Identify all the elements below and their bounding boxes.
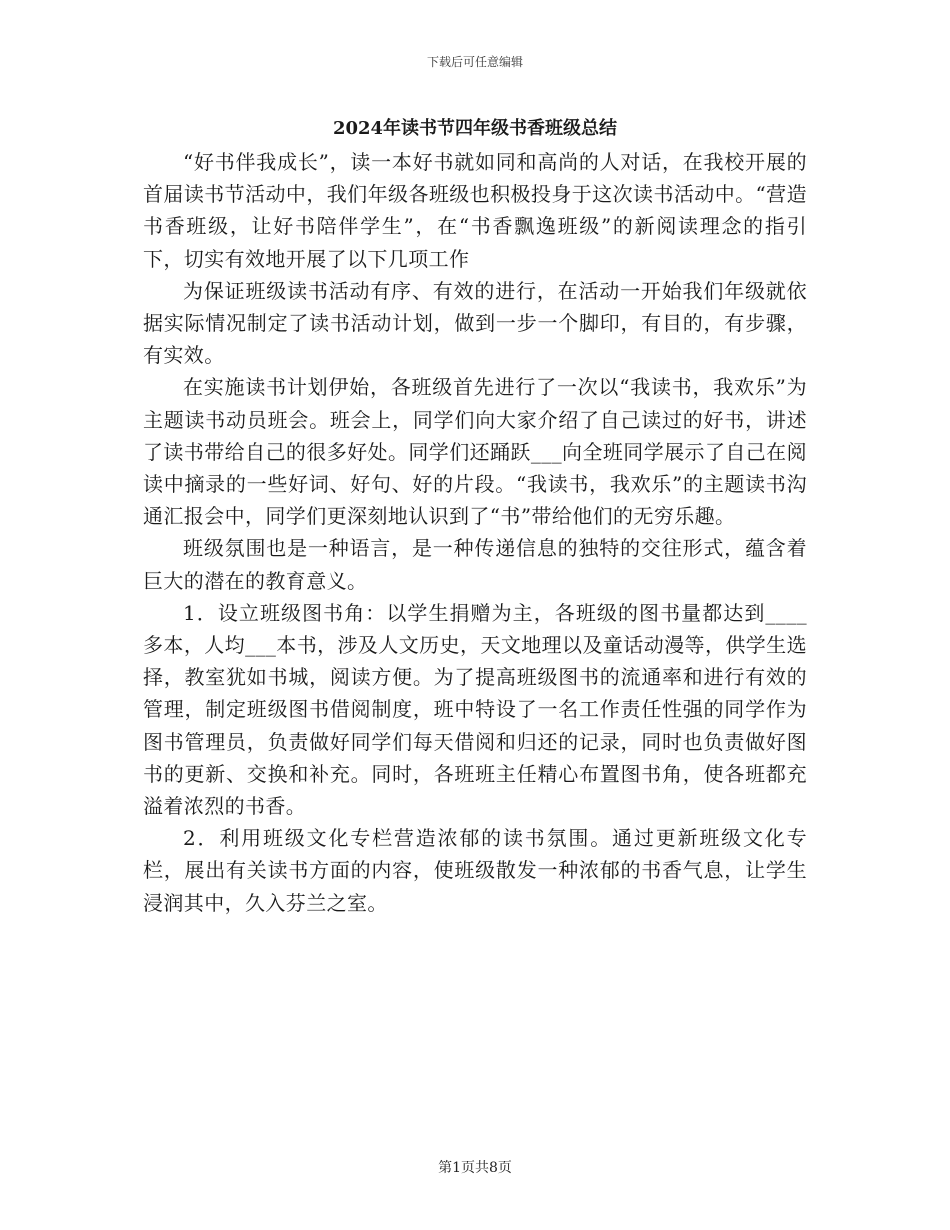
- paragraph-intro: “好书伴我成长”，读一本好书就如同和高尚的人对话，在我校开展的首届读书节活动中，我们年级各班级也积极投身于这次读书活动中。“营造书香班级，让好书陪伴学生”，在“书香飘逸班级”的新阅读理念的指引下，切实有效地开展了以下几项工作: [143, 150, 807, 271]
- page-number-footer: 第1页共8页: [438, 1160, 512, 1176]
- document-title: 2024年读书节四年级书香班级总结: [332, 118, 618, 139]
- page-header-note: 下载后可任意编辑: [426, 55, 523, 69]
- document-body: [143, 146, 807, 919]
- paragraph-plan: 为保证班级读书活动有序、有效的进行，在活动一开始我们年级就依据实际情况制定了读书活动计划，做到一步一个脚印，有目的，有步骤，有实效。: [143, 278, 807, 368]
- paragraph-book-corner: 1．设立班级图书角：以学生捐赠为主，各班级的图书量都达到____多本，人均___本书，涉及人文历史，天文地理以及童话动漫等，供学生选择，教室犹如书城，阅读方便。为了提高班级图书的流通率和进行有效的管理，制定班级图书借阅制度，班中特设了一名工作责任性强的同学作为图书管理员，负责做好同学们每天借阅和归还的记录，同时也负责做好图书的更新、交换和补充。同时，各班班主任精心布置图书角，使各班都充溢着浓烈的书香。: [143, 600, 807, 819]
- paragraph-atmosphere: 班级氛围也是一种语言，是一种传递信息的独特的交往形式，蕴含着巨大的潜在的教育意义。: [143, 536, 807, 593]
- paragraph-culture-column: 2．利用班级文化专栏营造浓郁的读书氛围。通过更新班级文化专栏，展出有关读书方面的内容，使班级散发一种浓郁的书香气息，让学生浸润其中，久入芬兰之室。: [143, 826, 807, 915]
- paragraph-class-meeting: 在实施读书计划伊始，各班级首先进行了一次以“我读书，我欢乐”为主题读书动员班会。班会上，同学们向大家介绍了自己读过的好书，讲述了读书带给自己的很多好处。同学们还踊跃___向全班同学展示了自己在阅读中摘录的一些好词、好句、好的片段。“我读书，我欢乐”的主题读书沟通汇报会中，同学们更深刻地认识到了“书”带给他们的无穷乐趣。: [143, 375, 807, 529]
